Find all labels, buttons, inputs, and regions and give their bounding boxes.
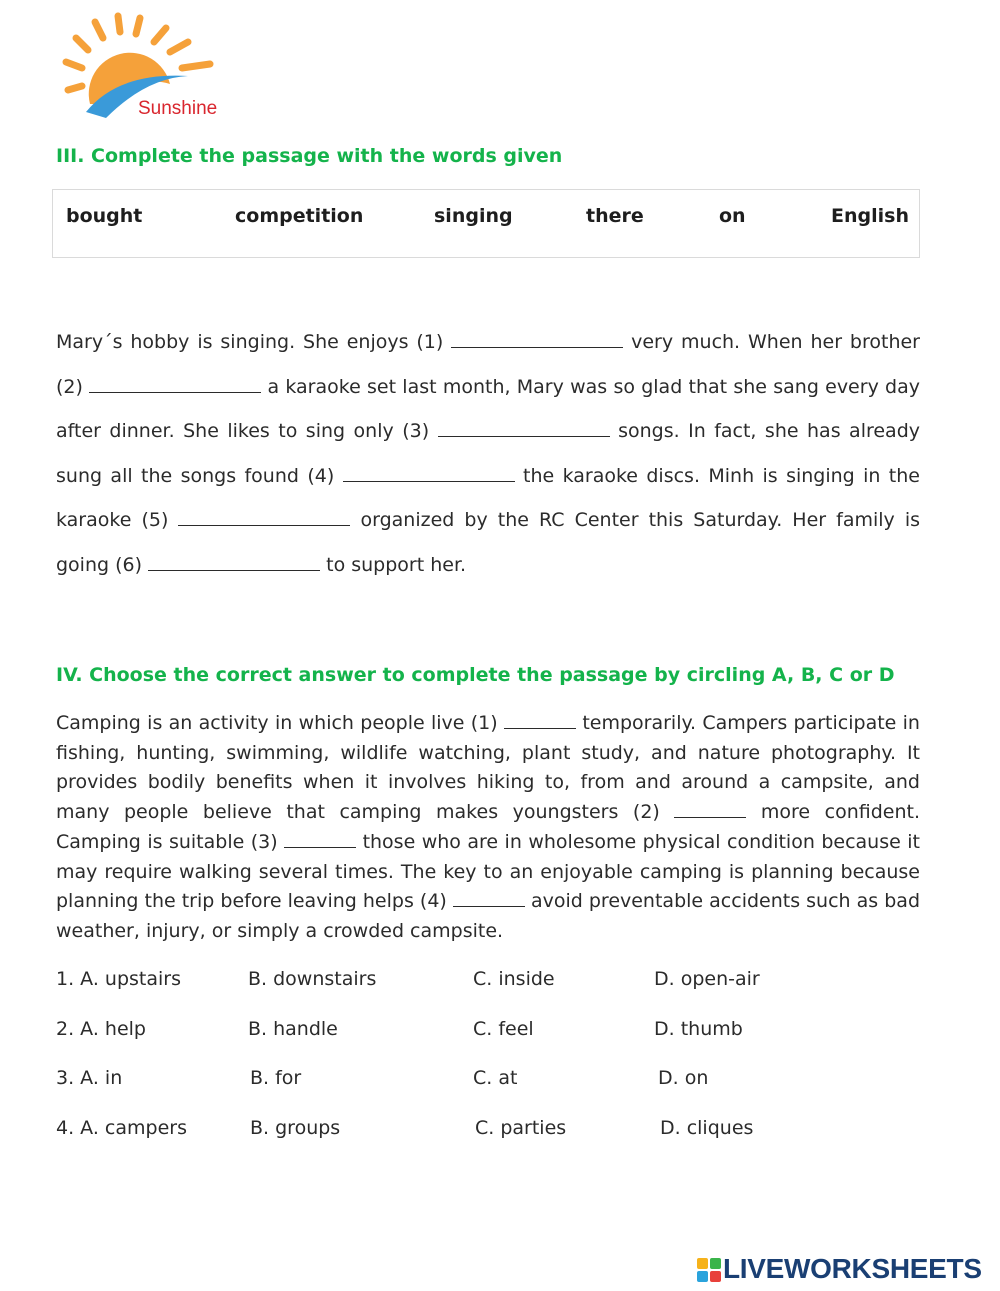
word-bank <box>52 189 920 258</box>
passage-text: organized by the RC Center this Saturday. Her family is going (6) <box>56 509 921 576</box>
passage-text: Mary´s hobby is singing. She enjoys (1) <box>56 331 444 353</box>
option-1c[interactable]: C. inside <box>473 968 555 990</box>
word-bank-item: bought <box>66 205 143 227</box>
option-1a[interactable]: 1. A. upstairs <box>56 968 181 990</box>
word-bank-item: singing <box>434 205 513 227</box>
passage-text: a karaoke set last month, Mary was so glad that she sang every day after dinner. She likes to sing only (3) <box>56 375 921 443</box>
blank-2-input[interactable] <box>89 376 261 393</box>
passage-text: Camping is an activity in which people live (1) <box>56 712 498 734</box>
blank-3-input[interactable] <box>438 420 610 437</box>
passage-text: more confident. Camping is suitable (3) <box>56 801 920 853</box>
word-bank-item: English <box>831 205 909 227</box>
option-3c[interactable]: C. at <box>473 1067 518 1089</box>
option-3d[interactable]: D. on <box>658 1067 709 1089</box>
blank-4-input[interactable] <box>343 465 515 482</box>
liveworksheets-icon <box>697 1258 721 1282</box>
option-4b[interactable]: B. groups <box>250 1117 341 1139</box>
word-bank-item: competition <box>235 205 364 227</box>
logo-text: Sunshine <box>138 98 218 119</box>
passage-text: temporarily. Campers participate in fishing, hunting, swimming, wildlife watching, plant study, and nature photography. It provides bodily benefits when it involves hiking to, from and around a campsite, and many people believe that camping makes youngsters (2) <box>56 712 920 824</box>
blank-6-input[interactable] <box>148 554 320 571</box>
liveworksheets-wordmark: LIVEWORKSHEETS <box>723 1253 982 1284</box>
option-2b[interactable]: B. handle <box>248 1018 338 1040</box>
option-4c[interactable]: C. parties <box>475 1117 567 1139</box>
blank-5-input[interactable] <box>178 509 350 526</box>
option-4a[interactable]: 4. A. campers <box>56 1117 187 1139</box>
option-3b[interactable]: B. for <box>250 1067 302 1089</box>
section-3-passage <box>56 320 920 588</box>
option-2c[interactable]: C. feel <box>473 1018 534 1040</box>
word-bank-item: there <box>586 205 644 227</box>
option-2d[interactable]: D. thumb <box>654 1018 743 1040</box>
blank-1-input[interactable] <box>504 712 576 729</box>
option-1b[interactable]: B. downstairs <box>248 968 377 990</box>
passage-text: those who are in wholesome physical condition because it may require walking several times. The key to an enjoyable camping is planning because planning the trip before leaving helps (4) <box>56 830 920 913</box>
option-2a[interactable]: 2. A. help <box>56 1018 146 1040</box>
blank-3-input[interactable] <box>284 831 356 848</box>
passage-text: very much. When her brother (2) <box>56 331 920 398</box>
passage-text: the karaoke discs. Minh is singing in the karaoke (5) <box>56 464 920 532</box>
passage-text: to support her. <box>326 553 467 576</box>
option-3a[interactable]: 3. A. in <box>56 1067 123 1089</box>
liveworksheets-logo <box>697 1253 993 1285</box>
section-3-heading: III. Complete the passage with the words given <box>56 145 563 167</box>
section-4-heading: IV. Choose the correct answer to complete the passage by circling A, B, C or D <box>56 664 895 686</box>
option-4d[interactable]: D. cliques <box>660 1117 754 1139</box>
blank-4-input[interactable] <box>453 890 525 907</box>
passage-text: songs. In fact, she has already sung all the songs found (4) <box>56 420 921 487</box>
passage-text: avoid preventable accidents such as bad weather, injury, or simply a crowded campsite. <box>56 890 921 942</box>
blank-2-input[interactable] <box>674 801 746 818</box>
word-bank-item: on <box>719 205 746 227</box>
option-1d[interactable]: D. open-air <box>654 968 760 990</box>
section-4-passage <box>56 709 920 947</box>
blank-1-input[interactable] <box>451 331 623 348</box>
